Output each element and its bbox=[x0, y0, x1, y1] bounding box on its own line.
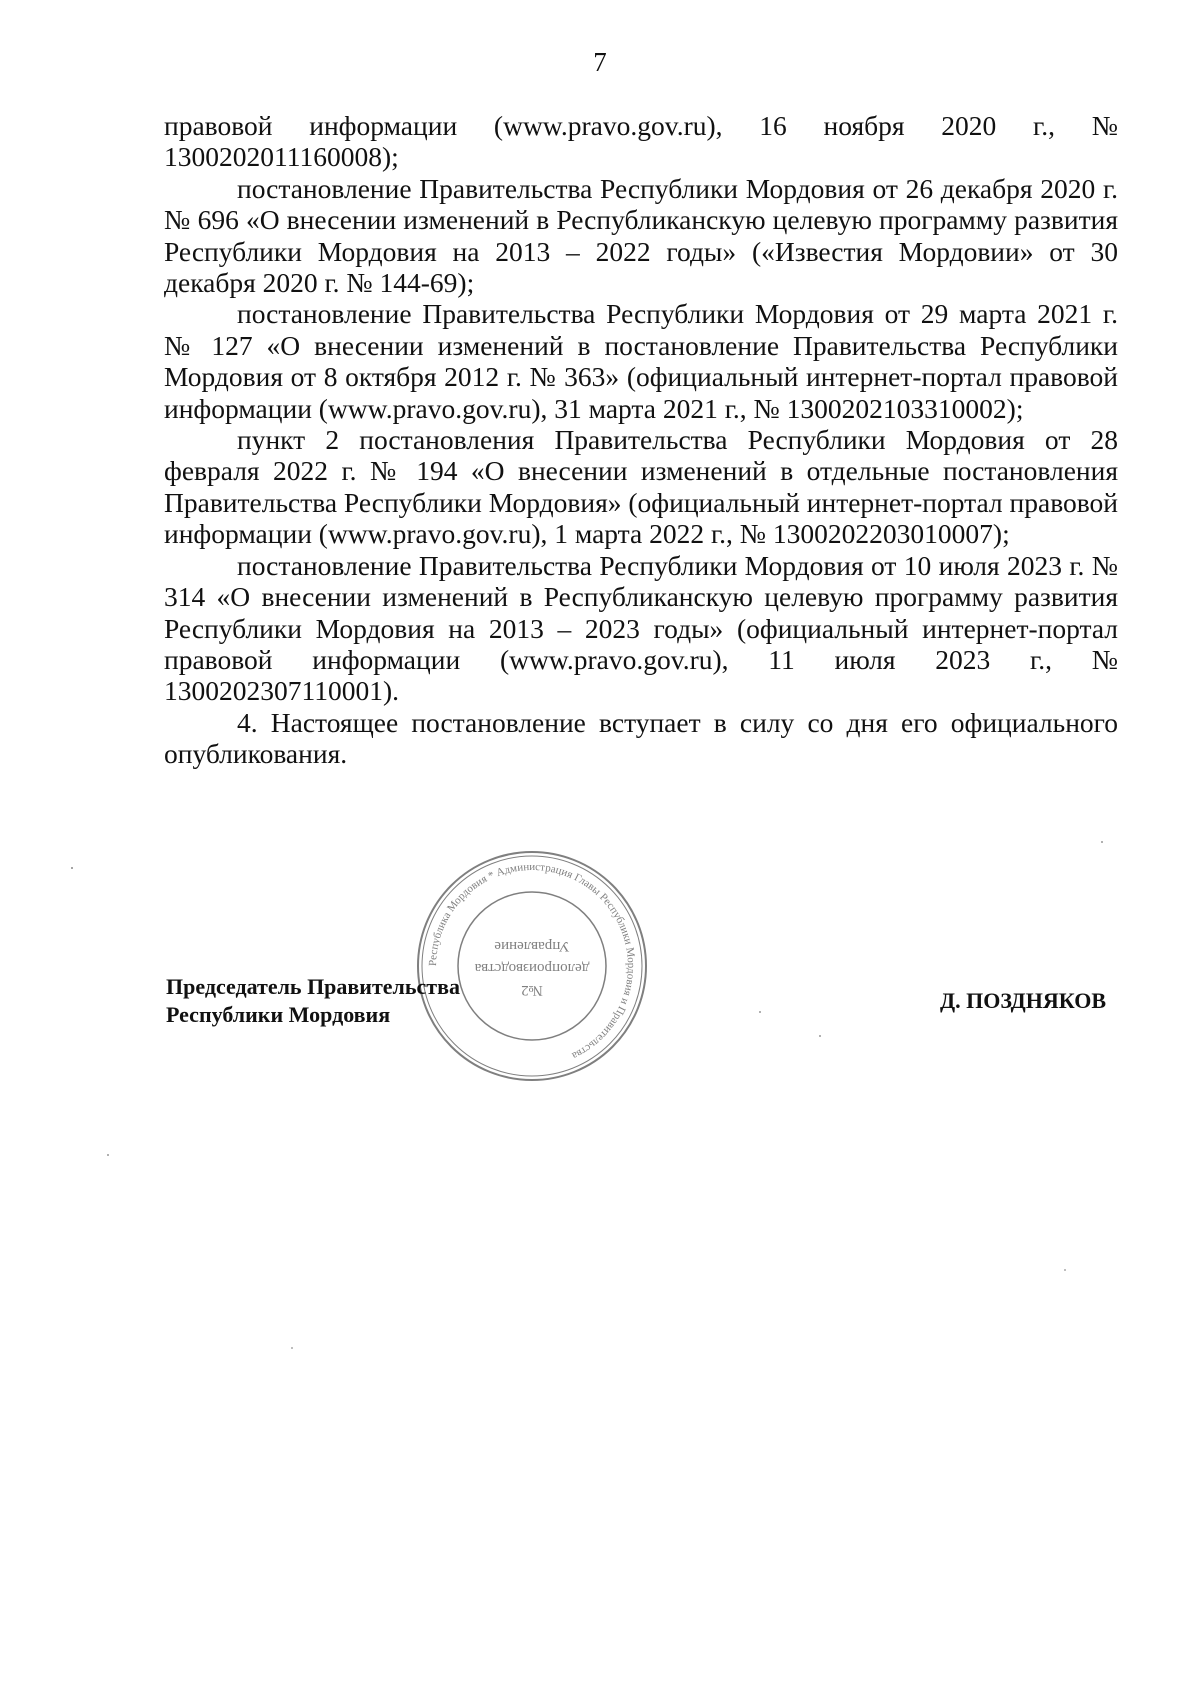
seal-inner-line2: делопроизводства bbox=[474, 960, 590, 976]
paragraph-2: постановление Правительства Республики Мордовия от 29 марта 2021 г. № 127 «О внесении изменений в постановление Правительства Республики Мордовия от 8 октября 2012 г. № 363» (официальный интернет-портал правовой информации (www.pravo.gov.ru), 31 марта 2021 г., № 1300202103310002); bbox=[164, 298, 1118, 424]
seal-inner-line3: Управление bbox=[494, 938, 570, 954]
paragraph-5: 4. Настоящее постановление вступает в силу со дня его официального опубликования. bbox=[164, 706, 1118, 770]
paragraph-1: постановление Правительства Республики Мордовия от 26 декабря 2020 г. № 696 «О внесении изменений в Республиканскую целевую программу развития Республики Мордовия на 2013 – 2022 годы» («Известия Мордовии» от 30 декабря 2020 г. № 144-69); bbox=[164, 172, 1118, 299]
paragraph-4: постановление Правительства Республики Мордовия от 10 июля 2023 г. № 314 «О внесении изменений в Республиканскую целевую программу развития Республики Мордовия на 2013 – 2023 годы» (официальный интернет-портал правовой информации (www.pravo.gov.ru), 11 июля 2023 г., № 1300202307110001). bbox=[164, 549, 1118, 707]
page-number: 7 bbox=[593, 47, 607, 77]
seal-outer-text: Республика Мордовия * Администрация Главы Республики Мордовия и Правительства bbox=[426, 860, 638, 1062]
signatory-name: Д. ПОЗДНЯКОВ bbox=[940, 988, 1106, 1013]
signatory-position-line1: Председатель Правительства bbox=[166, 974, 460, 999]
paragraph-0: правовой информации (www.pravo.gov.ru), 16 ноября 2020 г., № 1300202011160008); bbox=[164, 110, 1118, 173]
document-body bbox=[164, 110, 1118, 770]
signatory-position bbox=[166, 973, 586, 1029]
seal-inner-line1: №2 bbox=[521, 982, 543, 998]
official-seal bbox=[412, 846, 652, 1086]
paragraph-3: пункт 2 постановления Правительства Республики Мордовия от 28 февраля 2022 г. № 194 «О внесении изменений в отдельные постановления Правительства Республики Мордовия» (официальный интернет-портал правовой информации (www.pravo.gov.ru), 1 марта 2022 г., № 1300202203010007); bbox=[164, 424, 1119, 550]
signatory-position-line2: Республики Мордовия bbox=[166, 1002, 391, 1027]
